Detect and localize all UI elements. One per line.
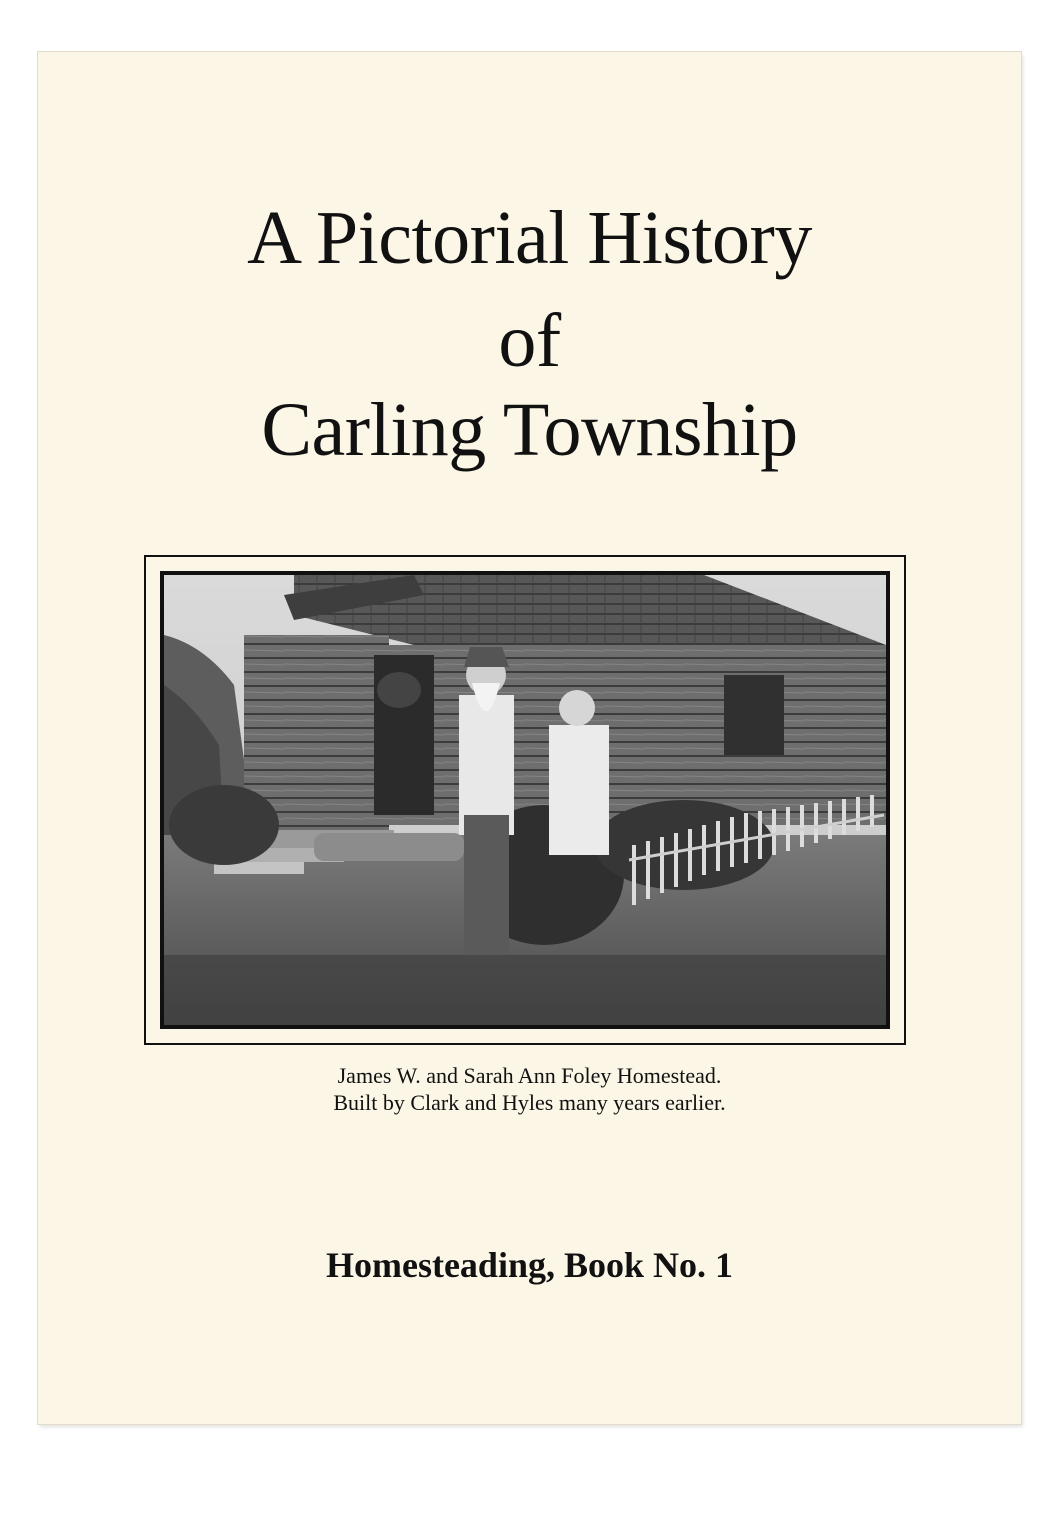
photo-frame: [144, 555, 906, 1045]
title-line-1: A Pictorial History: [247, 196, 812, 280]
photo-caption-line-1: James W. and Sarah Ann Foley Homestead.: [337, 1063, 722, 1088]
title-line-2: of: [498, 299, 561, 383]
photo-caption-line-2: Built by Clark and Hyles many years earlier.: [333, 1090, 726, 1115]
booklet-cover: [38, 52, 1021, 1424]
series-title: Homesteading, Book No. 1: [325, 1245, 734, 1285]
photo-border: [160, 571, 890, 1029]
homestead-photo: [164, 575, 886, 1025]
title-line-3: Carling Township: [261, 388, 798, 472]
